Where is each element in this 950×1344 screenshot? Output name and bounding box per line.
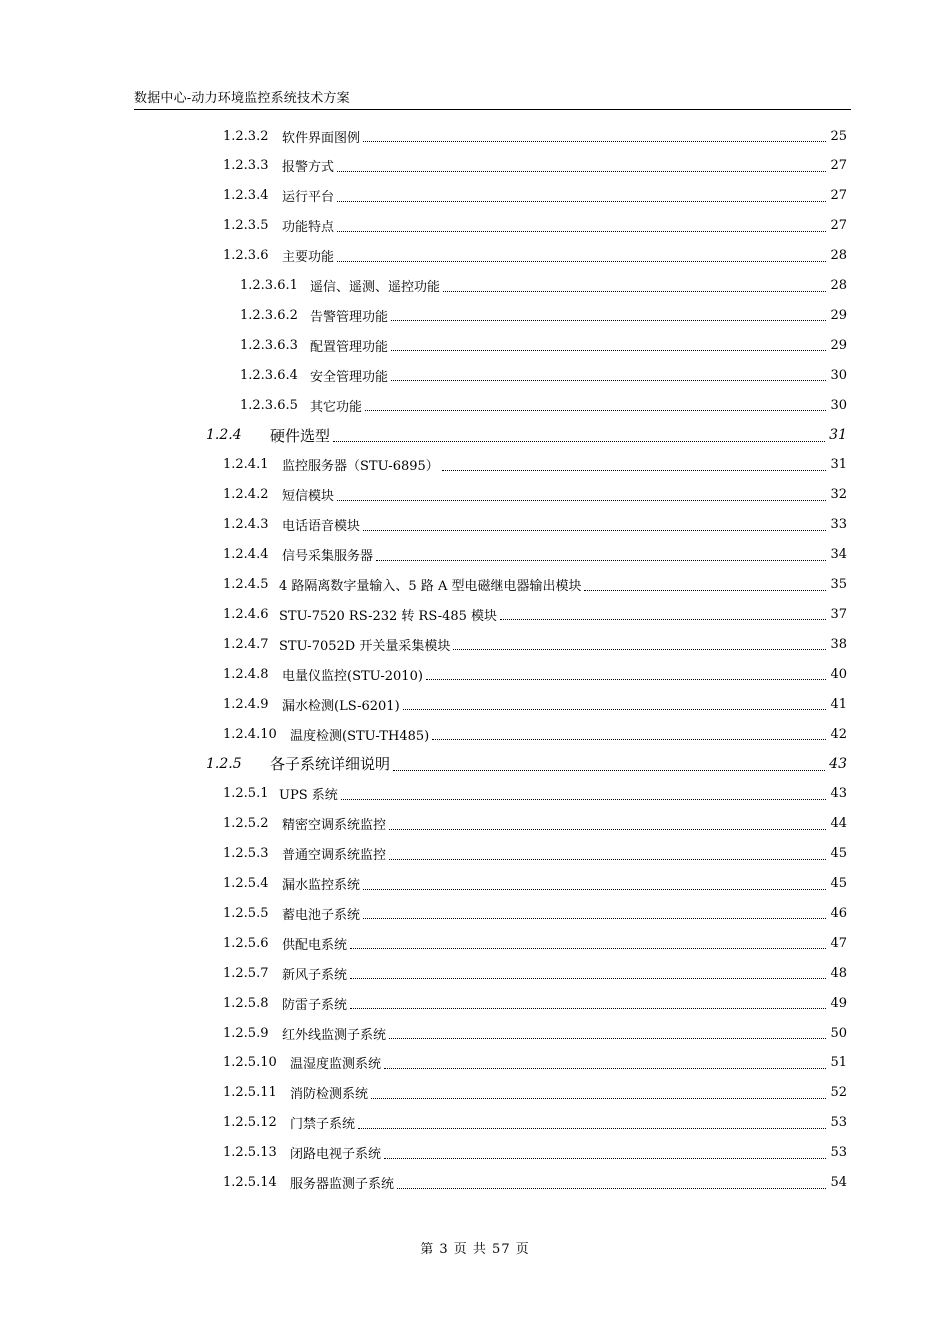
- toc-leader-dots: [389, 1038, 826, 1039]
- toc-number: 1.2.3.5: [223, 218, 269, 234]
- toc-number: 1.2.3.6.2: [240, 307, 298, 323]
- toc-page-number: 27: [830, 218, 847, 234]
- toc-title: 信号采集服务器: [282, 549, 374, 565]
- toc-number: 1.2.4.3: [223, 517, 269, 533]
- toc-number: 1.2.3.6: [223, 248, 269, 264]
- toc-number: 1.2.5.9: [223, 1025, 269, 1041]
- toc-leader-dots: [337, 171, 826, 172]
- toc-title: 电量仪监控(STU-2010): [282, 668, 423, 684]
- toc-title: 闭路电视子系统: [290, 1147, 382, 1163]
- toc-entry[interactable]: [0, 749, 950, 779]
- toc-entry[interactable]: [0, 540, 950, 570]
- toc-entry[interactable]: [0, 360, 950, 390]
- toc-number: 1.2.5.2: [223, 816, 269, 832]
- toc-page-number: 50: [830, 1025, 847, 1041]
- toc-number: 1.2.5.14: [223, 1175, 277, 1190]
- toc-entry[interactable]: [0, 988, 950, 1018]
- toc-leader-dots: [384, 1068, 826, 1069]
- toc-leader-dots: [403, 709, 827, 710]
- toc-entry[interactable]: [0, 779, 950, 809]
- toc-number: 1.2.5.6: [223, 935, 269, 951]
- toc-page-number: 29: [830, 307, 847, 323]
- toc-entry[interactable]: [0, 121, 950, 151]
- toc-page-number: 38: [830, 636, 847, 652]
- toc-entry[interactable]: [0, 719, 950, 749]
- toc-leader-dots: [584, 590, 826, 591]
- toc-title: 精密空调系统监控: [282, 818, 387, 834]
- toc-leader-dots: [337, 231, 826, 232]
- toc-title: 软件界面图例: [282, 130, 361, 146]
- toc-entry[interactable]: [0, 689, 950, 719]
- toc-leader-dots: [341, 799, 827, 800]
- toc-entry[interactable]: [0, 958, 950, 988]
- toc-page-number: 27: [830, 158, 847, 174]
- toc-number: 1.2.3.2: [223, 128, 269, 144]
- toc-leader-dots: [443, 291, 826, 292]
- toc-page-number: 35: [830, 577, 847, 592]
- toc-page-number: 41: [830, 696, 847, 712]
- toc-title: 服务器监测子系统: [290, 1177, 395, 1192]
- toc-leader-dots: [384, 1158, 826, 1159]
- toc-number: 1.2.5.5: [223, 905, 269, 921]
- toc-leader-dots: [391, 350, 826, 351]
- toc-entry[interactable]: [0, 869, 950, 899]
- toc-entry[interactable]: [0, 181, 950, 211]
- toc-page-number: 31: [829, 427, 847, 443]
- toc-leader-dots: [337, 500, 826, 501]
- toc-leader-dots: [432, 739, 826, 740]
- toc-entry[interactable]: [0, 570, 950, 600]
- toc-number: 1.2.4.10: [223, 726, 277, 742]
- toc-page-number: 29: [830, 337, 847, 353]
- toc-entry[interactable]: [0, 1048, 950, 1078]
- toc-number: 1.2.4.7: [223, 636, 269, 652]
- toc-leader-dots: [500, 619, 826, 620]
- toc-number: 1.2.4.1: [223, 457, 269, 473]
- toc-number: 1.2.5.13: [223, 1145, 277, 1161]
- toc-title: 硬件选型: [270, 426, 331, 445]
- toc-entry[interactable]: [0, 629, 950, 659]
- toc-number: 1.2.5.3: [223, 846, 269, 862]
- toc-number: 1.2.3.6.5: [240, 397, 298, 413]
- toc-title: 报警方式: [282, 160, 335, 176]
- toc-leader-dots: [426, 679, 827, 680]
- toc-entry[interactable]: [0, 1078, 950, 1108]
- toc-number: 1.2.5.4: [223, 876, 269, 891]
- toc-number: 1.2.4.9: [223, 696, 269, 712]
- toc-leader-dots: [397, 1188, 826, 1189]
- toc-leader-dots: [350, 948, 826, 949]
- toc-entry[interactable]: [0, 1138, 950, 1168]
- toc-title: 消防检测系统: [290, 1087, 369, 1103]
- toc-page-number: 37: [830, 606, 847, 622]
- toc-page-number: 40: [830, 666, 847, 682]
- toc-leader-dots: [365, 410, 826, 411]
- toc-entry[interactable]: [0, 480, 950, 510]
- toc-title: 电话语音模块: [282, 519, 361, 535]
- toc-number: 1.2.4.8: [223, 666, 269, 682]
- toc-title: 温湿度监测系统: [290, 1057, 382, 1073]
- toc-page-number: 33: [830, 517, 847, 533]
- toc-entry[interactable]: [0, 659, 950, 689]
- toc-title: UPS 系统: [279, 788, 338, 804]
- toc-entry[interactable]: [0, 241, 950, 271]
- toc-leader-dots: [442, 470, 827, 471]
- toc-number: 1.2.4: [206, 427, 242, 443]
- toc-leader-dots: [363, 530, 826, 531]
- toc-page-number: 34: [830, 547, 847, 563]
- toc-entry[interactable]: [0, 390, 950, 420]
- toc-title: 4 路隔离数字量输入、5 路 A 型电磁继电器输出模块: [279, 579, 582, 594]
- toc-entry[interactable]: [0, 450, 950, 480]
- toc-leader-dots: [350, 1008, 826, 1009]
- toc-leader-dots: [376, 560, 826, 561]
- toc-page-number: 27: [830, 188, 847, 204]
- toc-entry[interactable]: [0, 151, 950, 181]
- header-title: 数据中心-动力环境监控系统技术方案: [134, 91, 350, 106]
- toc-leader-dots: [363, 141, 826, 142]
- toc-number: 1.2.5.12: [223, 1115, 277, 1131]
- toc-number: 1.2.5.11: [223, 1085, 277, 1101]
- toc-page-number: 48: [830, 965, 847, 981]
- toc-title: 各子系统详细说明: [270, 755, 391, 774]
- toc-title: 漏水检测(LS-6201): [282, 698, 400, 714]
- toc-title: 运行平台: [282, 190, 335, 206]
- toc-number: 1.2.4.6: [223, 606, 269, 622]
- toc-page-number: 31: [830, 457, 847, 473]
- toc-title: 遥信、遥测、遥控功能: [310, 280, 441, 295]
- toc-leader-dots: [350, 978, 826, 979]
- toc-title: 其它功能: [310, 399, 363, 415]
- toc-title: STU-7052D 开关量采集模块: [279, 638, 451, 654]
- toc-page-number: 43: [830, 786, 847, 802]
- toc-entry[interactable]: [0, 809, 950, 839]
- toc-number: 1.2.4.2: [223, 487, 269, 503]
- toc-number: 1.2.5.10: [223, 1055, 277, 1071]
- toc-page-number: 44: [830, 816, 847, 832]
- toc-entry[interactable]: [0, 420, 950, 450]
- toc-title: 温度检测(STU-TH485): [290, 728, 430, 744]
- toc-entry[interactable]: [0, 599, 950, 629]
- toc-leader-dots: [371, 1098, 826, 1099]
- toc-number: 1.2.5.1: [223, 786, 269, 802]
- toc-leader-dots: [333, 441, 825, 442]
- toc-entry[interactable]: [0, 1108, 950, 1138]
- toc-page-number: 52: [830, 1085, 847, 1101]
- toc-page-number: 30: [830, 397, 847, 413]
- toc-page-number: 45: [830, 846, 847, 862]
- toc-leader-dots: [337, 201, 826, 202]
- toc-leader-dots: [393, 770, 825, 771]
- toc-title: 监控服务器（STU-6895）: [282, 459, 439, 475]
- toc-title: 功能特点: [282, 220, 335, 236]
- toc-title: 短信模块: [282, 489, 335, 505]
- toc-page-number: 53: [830, 1115, 847, 1131]
- toc-number: 1.2.3.6.1: [240, 278, 298, 293]
- toc-page-number: 45: [830, 876, 847, 891]
- toc-title: 普通空调系统监控: [282, 848, 387, 864]
- toc-title: 供配电系统: [282, 937, 348, 953]
- toc-page-number: 47: [830, 935, 847, 951]
- toc-page-number: 54: [830, 1175, 847, 1190]
- toc-number: 1.2.5.8: [223, 995, 269, 1011]
- toc-title: 告警管理功能: [310, 309, 389, 325]
- toc-title: STU-7520 RS-232 转 RS-485 模块: [279, 608, 498, 624]
- toc-leader-dots: [389, 859, 826, 860]
- toc-leader-dots: [363, 889, 826, 890]
- toc-page-number: 28: [830, 278, 847, 293]
- running-header: [134, 90, 851, 110]
- toc-title: 新风子系统: [282, 967, 348, 983]
- toc-entry[interactable]: [0, 1018, 950, 1048]
- toc-title: 漏水监控系统: [282, 878, 361, 893]
- toc-entry[interactable]: [0, 928, 950, 958]
- toc-title: 蓄电池子系统: [282, 907, 361, 923]
- toc-leader-dots: [363, 918, 826, 919]
- toc-entry[interactable]: [0, 330, 950, 360]
- toc-number: 1.2.3.6.3: [240, 337, 298, 353]
- toc-number: 1.2.5.7: [223, 965, 269, 981]
- toc-leader-dots: [391, 380, 826, 381]
- toc-entry[interactable]: [0, 510, 950, 540]
- toc-number: 1.2.3.4: [223, 188, 269, 204]
- toc-title: 红外线监测子系统: [282, 1027, 387, 1043]
- toc-title: 主要功能: [282, 250, 335, 266]
- toc-title: 门禁子系统: [290, 1117, 356, 1133]
- toc-leader-dots: [453, 649, 826, 650]
- toc-page-number: 51: [830, 1055, 847, 1071]
- toc-title: 配置管理功能: [310, 339, 389, 355]
- toc-entry[interactable]: [0, 839, 950, 869]
- toc-title: 安全管理功能: [310, 369, 389, 385]
- toc-page-number: 28: [830, 248, 847, 264]
- toc-page-number: 30: [830, 367, 847, 383]
- page-footer: 第 3 页 共 57 页: [420, 1242, 530, 1257]
- toc-number: 1.2.3.6.4: [240, 367, 298, 383]
- toc-entry[interactable]: [0, 271, 950, 301]
- toc-leader-dots: [391, 320, 826, 321]
- toc-number: 1.2.5: [206, 755, 242, 772]
- toc-page-number: 42: [830, 726, 847, 742]
- toc-page-number: 32: [830, 487, 847, 503]
- toc-page-number: 43: [829, 755, 847, 772]
- toc-number: 1.2.3.3: [223, 158, 269, 174]
- toc-number: 1.2.4.5: [223, 577, 269, 592]
- toc-entry[interactable]: [0, 300, 950, 330]
- toc-page-number: 53: [830, 1145, 847, 1161]
- toc-page-number: 25: [830, 128, 847, 144]
- toc-entry[interactable]: [0, 898, 950, 928]
- toc-page-number: 49: [830, 995, 847, 1011]
- toc-entry[interactable]: [0, 1168, 950, 1198]
- toc-leader-dots: [389, 829, 826, 830]
- toc-entry[interactable]: [0, 211, 950, 241]
- toc-page-number: 46: [830, 905, 847, 921]
- toc-number: 1.2.4.4: [223, 547, 269, 563]
- toc-leader-dots: [337, 261, 826, 262]
- toc-title: 防雷子系统: [282, 997, 348, 1013]
- toc-leader-dots: [358, 1128, 826, 1129]
